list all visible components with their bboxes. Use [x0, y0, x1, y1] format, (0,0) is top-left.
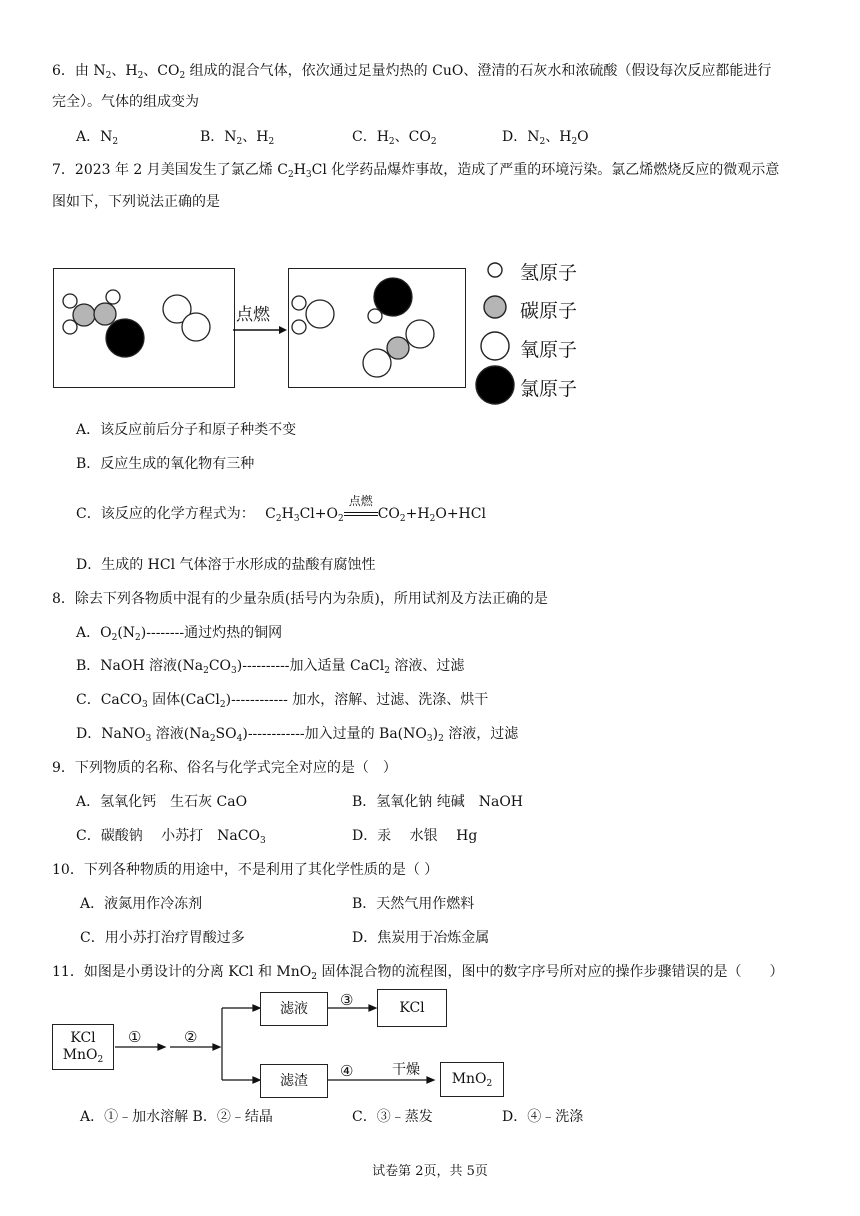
step-3-label: ③: [340, 991, 354, 1009]
q11-option-c[interactable]: C．③﹣蒸发: [352, 1109, 433, 1125]
sub: 2: [311, 972, 318, 982]
q7-text: 7．2023 年 2 月美国发生了氯乙烯 C: [52, 162, 288, 178]
sub: 2: [203, 666, 209, 676]
q7-option-b[interactable]: B．反应生成的氧化物有三种: [76, 456, 255, 472]
q11-text: 固体混合物的流程图，图中的数字序号所对应的操作步骤错误的是（ ）: [317, 964, 784, 980]
sub: 2: [388, 137, 395, 147]
condition-text: 点燃: [348, 494, 373, 508]
sub: 2: [430, 137, 437, 147]
opt-text: 、H: [242, 129, 269, 145]
sub: 2: [275, 514, 282, 524]
sub: 3: [145, 734, 152, 744]
q10-option-b[interactable]: B．天然气用作燃料: [352, 896, 475, 912]
sub: 2: [486, 1079, 493, 1089]
q6-text: 组成的混合气体，依次通过足量灼热的 CuO、澄清的石灰水和浓硫酸（假设每次反应都能进行: [185, 63, 772, 79]
page-footer: 试卷第 2页，共 5页: [372, 1164, 488, 1179]
legend-chlorine-label: 氯原子: [520, 378, 578, 400]
legend-carbon-label: 碳原子: [520, 300, 578, 322]
q6-text: 、CO: [143, 63, 180, 79]
q7-stem-line2: 图如下，下列说法正确的是: [52, 194, 220, 210]
sub: 2: [571, 137, 578, 147]
q7-text: Cl 化学药品爆炸事故，造成了严重的环境污染。氯乙烯燃烧反应的微观示意: [311, 162, 780, 178]
start-kcl: KCl: [70, 1030, 96, 1046]
opt-text: C．CaCO: [76, 692, 142, 708]
q9-option-d[interactable]: D．汞 水银 Hg: [352, 828, 478, 844]
opt-text: A．O: [76, 625, 112, 641]
q9-option-b[interactable]: B．氢氧化钠 纯碱 NaOH: [352, 794, 524, 810]
opt-text: ): [432, 726, 439, 742]
eq-text: H: [281, 506, 294, 522]
opt-text: D．NaNO: [76, 726, 146, 742]
q10-option-c[interactable]: C．用小苏打治疗胃酸过多: [80, 930, 245, 946]
sub: 3: [305, 170, 312, 180]
eq-text: CO: [377, 506, 400, 522]
eq-text: Cl+O: [299, 506, 338, 522]
opt-text: SO: [215, 726, 237, 742]
sub: 2: [209, 734, 216, 744]
sub: 2: [179, 71, 186, 81]
opt-text: 、H: [545, 129, 572, 145]
kcl-box: KCl: [377, 989, 447, 1027]
sub: 2: [219, 700, 226, 710]
opt-text: (N: [117, 625, 136, 641]
flow-start-box: [52, 1024, 114, 1070]
opt-text: 溶液(Na: [151, 726, 210, 742]
sub: 2: [384, 666, 390, 676]
opt-text: 、CO: [394, 129, 431, 145]
opt-text: D．N: [502, 129, 540, 145]
sub: 2: [399, 514, 406, 524]
step-1-label: ①: [128, 1028, 142, 1046]
opt-text: A．N: [76, 129, 113, 145]
sub: 2: [137, 71, 144, 81]
step-2-label: ②: [184, 1028, 198, 1046]
sub: 2: [438, 734, 444, 744]
start-mno2: [53, 1047, 113, 1064]
sub: 2: [287, 170, 294, 180]
q8-stem: 8．除去下列各物质中混有的少量杂质(括号内为杂质)，所用试剂及方法正确的是: [52, 591, 548, 607]
sub: 3: [426, 734, 433, 744]
sub: 3: [141, 700, 148, 710]
opt-text: C．碳酸钠 小苏打 NaCO: [76, 828, 260, 844]
residue-box: 滤渣: [260, 1064, 328, 1098]
q11-option-d[interactable]: D．④﹣洗涤: [502, 1109, 584, 1125]
q10-stem: 10．下列各种物质的用途中，不是利用了其化学性质的是（ ）: [52, 862, 439, 878]
mno2-text: MnO: [62, 1047, 98, 1063]
sub: 2: [268, 137, 275, 147]
eq-text: C: [265, 506, 276, 522]
sub: 2: [97, 1055, 104, 1065]
opt-text: 溶液，过滤: [443, 726, 519, 742]
arrow-label: 点燃: [236, 305, 270, 325]
sub: 2: [429, 514, 436, 524]
opt-text: B．NaOH 溶液(Na: [76, 658, 204, 674]
sub: 3: [293, 514, 300, 524]
filtrate-box: 滤液: [260, 992, 328, 1026]
eq-text: +H: [405, 506, 430, 522]
q9-stem: 9．下列物质的名称、俗名与化学式完全对应的是（ ）: [52, 760, 397, 776]
q11-text: 11．如图是小勇设计的分离 KCl 和 MnO: [52, 964, 312, 980]
opt-text: )------------ 加水，溶解、过滤、洗涤、烘干: [225, 692, 489, 708]
mno2-text: MnO: [451, 1071, 487, 1087]
mno2-box: [440, 1062, 504, 1097]
sub: 3: [259, 836, 266, 846]
q10-option-d[interactable]: D．焦炭用于冶炼金属: [352, 930, 490, 946]
opt-text: CO: [208, 658, 232, 674]
q6-text: 、H: [111, 63, 138, 79]
legend-hydrogen-label: 氢原子: [520, 262, 578, 284]
sub: 2: [337, 514, 344, 524]
q7-text: H: [293, 162, 306, 178]
opt-text: )------------加入过量的 Ba(NO: [242, 726, 427, 742]
q7-option-a[interactable]: A．该反应前后分子和原子种类不变: [76, 422, 297, 438]
q6-text: 6．由 N: [52, 63, 106, 79]
opt-text: C．该反应的化学方程式为：: [76, 506, 255, 522]
sub: 2: [111, 633, 118, 643]
opt-text: 固体(CaCl: [147, 692, 220, 708]
q11-option-a-b[interactable]: A．①﹣加水溶解 B．②﹣结晶: [80, 1109, 273, 1125]
sub: 2: [105, 71, 112, 81]
q10-option-a[interactable]: A．液氮用作冷冻剂: [80, 896, 203, 912]
sub: 2: [135, 633, 141, 643]
sub-4: 4: [236, 734, 243, 744]
sub: 3: [231, 666, 237, 676]
q6-stem-line2: 完全）。气体的组成变为: [52, 94, 199, 110]
opt-text: C．H: [352, 129, 389, 145]
eq-text: O+HCl: [435, 506, 486, 522]
sub: 2: [539, 137, 546, 147]
opt-text: O: [577, 129, 589, 145]
legend-oxygen-label: 氧原子: [520, 339, 578, 361]
dry-label: 干燥: [392, 1062, 420, 1078]
q9-option-a[interactable]: A．氢氧化钙 生石灰 CaO: [76, 794, 248, 810]
opt-text: 溶液、过滤: [389, 658, 465, 674]
opt-text: )--------通过灼热的铜网: [140, 625, 283, 641]
sub: 2: [112, 137, 119, 147]
sub: 2: [236, 137, 243, 147]
q7-option-d[interactable]: D．生成的 HCl 气体溶于水形成的盐酸有腐蚀性: [76, 557, 376, 573]
opt-text: B．N: [200, 129, 237, 145]
step-4-label: ④: [340, 1062, 354, 1080]
opt-text: )----------加入适量 CaCl: [236, 658, 385, 674]
